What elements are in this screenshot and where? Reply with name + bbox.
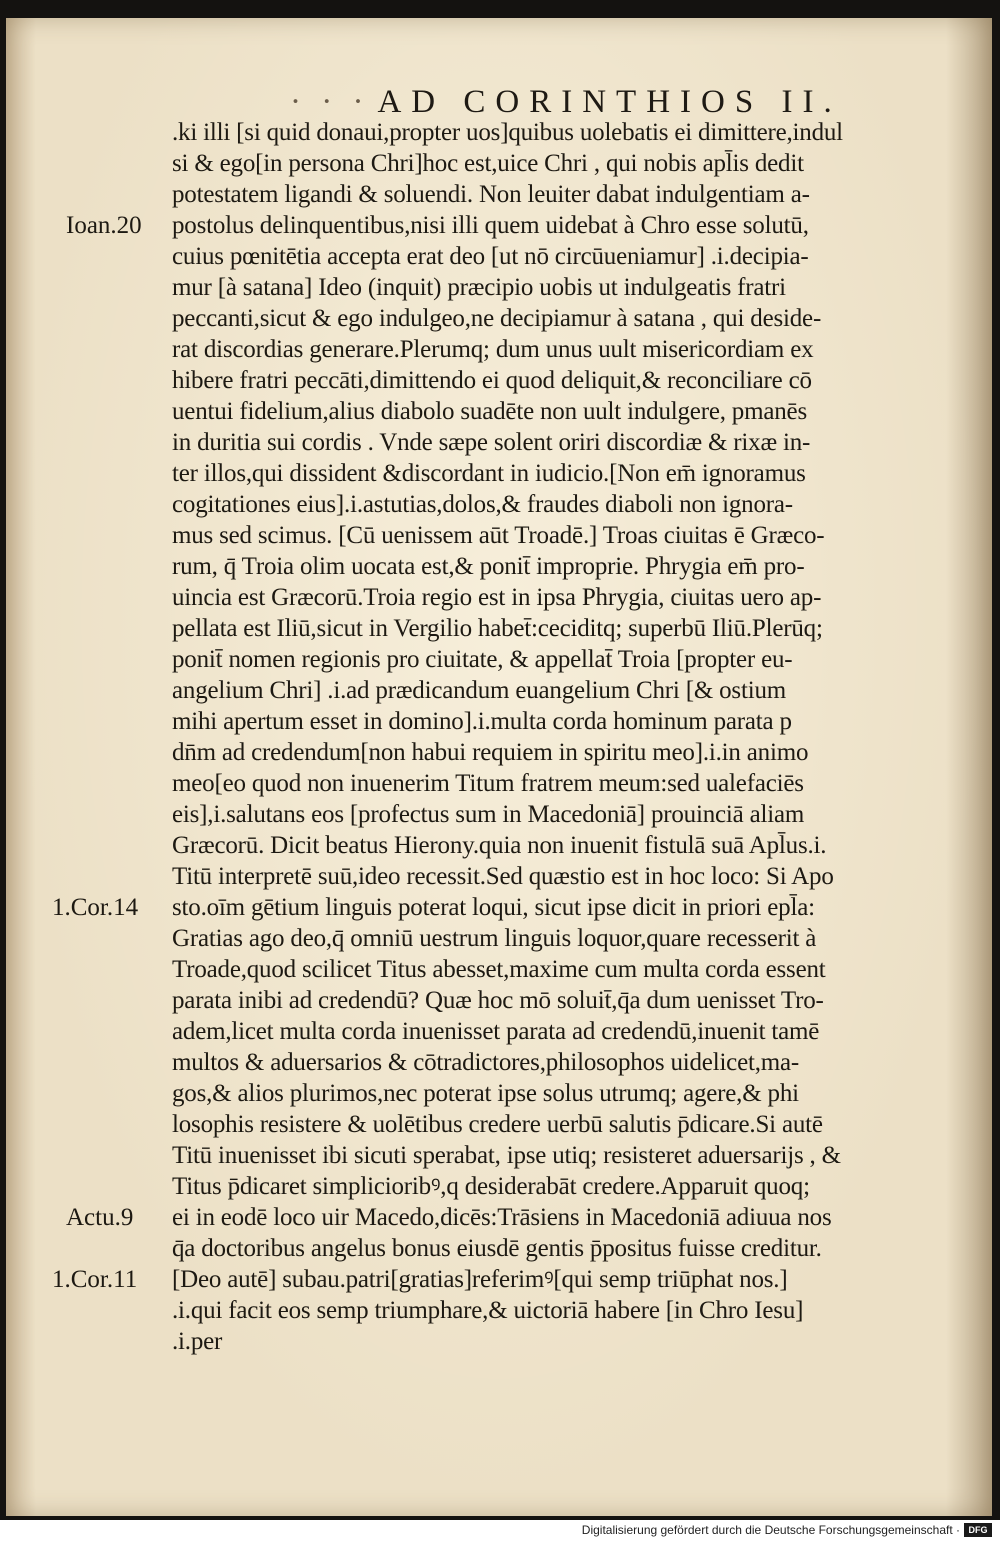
text-line: .ki illi [si quid donaui,propter uos]quibus uolebatis ei dimittere,indul [172, 119, 843, 146]
text-line: uincia est Græcorū.Troia regio est in ipsa Phrygia, ciuitas uero ap- [172, 584, 822, 611]
text-line: angelium Chri] .i.ad prædicandum euangelium Chri [& ostium [172, 677, 786, 704]
text-line: mus sed scimus. [Cū uenissem aūt Troadē.] Troas ciuitas ē Græco- [172, 522, 825, 549]
text-line: potestatem ligandi & soluendi. Non leuiter dabat indulgentiam a- [172, 181, 810, 208]
text-line: losophis resistere & uolētibus credere uerbū salutis p̄dicare.Si autē [172, 1111, 823, 1138]
text-line: postolus delinquentibus,nisi illi quem uidebat à Chro esse solutū, [172, 212, 809, 239]
text-line: si & ego[in persona Chri]hoc est,uice Chri , qui nobis apl̄is dedit [172, 150, 804, 177]
running-head-dots: · · · [290, 84, 370, 120]
commentary-text-block [172, 117, 952, 1357]
text-line: rum, q̄ Troia olim uocata est,& ponit̄ improprie. Phrygia em̄ pro- [172, 553, 805, 580]
footer-band [0, 1520, 1000, 1541]
text-line: ei in eodē loco uir Macedo,dicēs:Trāsiens in Macedoniā adiuua nos [172, 1204, 832, 1231]
margin-reference: Ioan.20 [66, 212, 142, 239]
text-line: in duritia sui cordis . Vnde sæpe solent oriri discordiæ & rixæ in- [172, 429, 811, 456]
text-line: Titū interpretē suū,ideo recessit.Sed quæstio est in hoc loco: Si Apo [172, 863, 834, 890]
text-line: ter illos,qui dissident &discordant in iudicio.[Non em̄ ignoramus [172, 460, 806, 487]
text-line: meo[eo quod non inuenerim Titum fratrem meum:sed ualefaciēs [172, 770, 804, 797]
text-line: sto.oīm gētium linguis poterat loqui, sicut ipse dicit in priori epl̄a: [172, 894, 815, 921]
running-head [290, 84, 842, 121]
text-line: [Deo autē] subau.patri[gratias]referimꝰ[qui semp triūphat nos.] [172, 1266, 788, 1293]
margin-reference: Actu.9 [66, 1204, 134, 1231]
text-line: adem,licet multa corda inuenisset parata ad credendū,inuenit tamē [172, 1018, 820, 1045]
text-line: rat discordias generare.Plerumq; dum unus uult misericordiam ex [172, 336, 814, 363]
text-line: Gratias ago deo,q̄ omniū uestrum linguis loquor,quare recesserit à [172, 925, 817, 952]
text-line: gos,& alios plurimos,nec poterat ipse solus utrumq; agere,& phi [172, 1080, 799, 1107]
text-line: .i.per [172, 1328, 223, 1355]
text-line: pellata est Iliū,sicut in Vergilio habet̄:ceciditq; superbū Iliū.Plerūq; [172, 615, 823, 642]
text-line: cuius pœnitētia accepta erat deo [ut nō circūueniamur] .i.decipia- [172, 243, 809, 270]
text-line: cogitationes eius].i.astutias,dolos,& fraudes diaboli non ignora- [172, 491, 793, 518]
text-line: mur [à satana] Ideo (inquit) præcipio uobis ut indulgeatis fratri [172, 274, 786, 301]
text-line: Troade,quod scilicet Titus abesset,maxime cum multa corda essent [172, 956, 826, 983]
text-line: Græcorū. Dicit beatus Hierony.quia non inuenit fistulā suā Apl̄us.i. [172, 832, 827, 859]
text-line: parata inibi ad credendū? Quæ hoc mō soluit̄,q̄a dum uenisset Tro- [172, 987, 824, 1014]
text-line: .i.qui facit eos semp triumphare,& uictoriā habere [in Chro Iesu] [172, 1297, 804, 1324]
digitization-credit: Digitalisierung gefördert durch die Deutsche Forschungsgemeinschaft · [581, 1523, 960, 1537]
text-line: multos & aduersarios & cōtradictores,philosophos uidelicet,ma- [172, 1049, 800, 1076]
running-head-title: AD CORINTHIOS II. [377, 84, 842, 120]
text-line: hibere fratri peccāti,dimittendo ei quod deliquit,& reconciliare cō [172, 367, 812, 394]
margin-reference: 1.Cor.14 [52, 894, 139, 921]
margin-reference: 1.Cor.11 [52, 1266, 138, 1293]
text-line: q̄a doctoribus angelus bonus eiusdē gentis p̄positus fuisse creditur. [172, 1235, 822, 1262]
text-line: eis],i.salutans eos [profectus sum in Macedoniā] prouinciā aliam [172, 801, 805, 828]
text-line: Titus p̄dicaret simplicioribꝰ,q desiderabāt credere.Apparuit quoq; [172, 1173, 810, 1200]
text-line: Titū inuenisset ibi sicuti sperabat, ipse utiq; resisteret aduersarijs , & [172, 1142, 841, 1169]
text-line: uentui fidelium,alius diabolo suadēte non uult indulgere, pmanēs [172, 398, 807, 425]
text-line: ponit̄ nomen regionis pro ciuitate, & appellat̄ Troia [propter eu- [172, 646, 793, 673]
text-line: dn̄m ad credendum[non habui requiem in spiritu meo].i.in animo [172, 739, 809, 766]
dfg-logo: DFG [964, 1523, 992, 1537]
text-line: peccanti,sicut & ego indulgeo,ne decipiamur à satana , qui deside- [172, 305, 822, 332]
text-line: mihi apertum esset in domino].i.multa corda hominum parata p [172, 708, 792, 735]
